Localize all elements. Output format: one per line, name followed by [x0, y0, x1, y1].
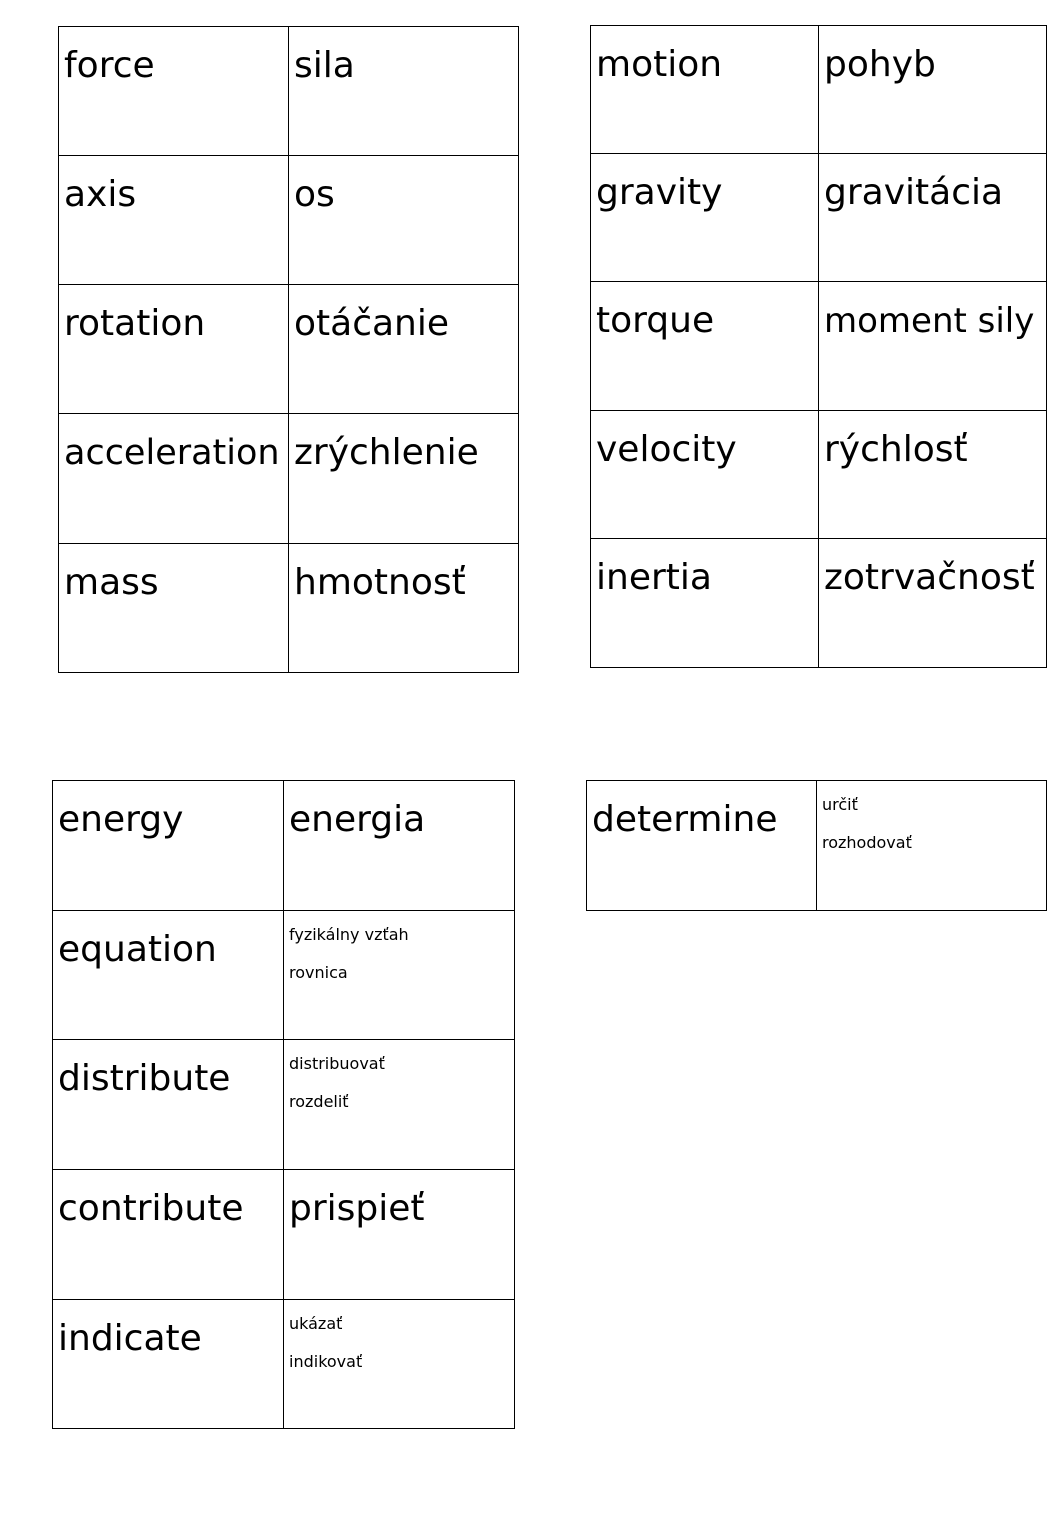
english-term: rotation: [64, 303, 206, 344]
english-term: distribute: [58, 1058, 231, 1099]
term-cell: [59, 156, 289, 285]
term-cell: [53, 1300, 284, 1429]
term-cell: [53, 1170, 284, 1300]
translation-line: fyzikálny vzťah: [289, 925, 409, 944]
table-row: [587, 781, 1047, 911]
slovak-translation: otáčanie: [294, 303, 450, 344]
term-cell: [59, 544, 289, 673]
term-cell: [591, 539, 819, 668]
slovak-translation: hmotnosť: [294, 562, 466, 603]
translation-cell: [819, 411, 1047, 539]
english-term: motion: [596, 44, 723, 85]
english-term: energy: [58, 799, 184, 840]
table-row: [591, 539, 1047, 668]
english-term: equation: [58, 929, 217, 970]
vocab-table-3: [52, 780, 515, 1429]
table-row: [591, 282, 1047, 411]
table-row: [59, 285, 519, 414]
english-term: velocity: [596, 429, 737, 470]
english-term: inertia: [596, 557, 712, 598]
english-term: force: [64, 45, 155, 86]
translation-line: rozhodovať: [822, 833, 912, 852]
table-row: [59, 156, 519, 285]
term-cell: [591, 26, 819, 154]
slovak-translation: zotrvačnosť: [824, 557, 1035, 598]
term-cell: [59, 27, 289, 156]
english-term: axis: [64, 174, 137, 215]
translation-cell: [284, 1300, 515, 1429]
table-row: [53, 911, 515, 1040]
table-row: [53, 1300, 515, 1429]
term-cell: [591, 154, 819, 282]
translation-cell: [284, 911, 515, 1040]
term-cell: [591, 282, 819, 411]
translation-cell: [817, 781, 1047, 911]
term-cell: [53, 1040, 284, 1170]
translation-line: distribuovať: [289, 1054, 385, 1073]
translation-cell: [819, 539, 1047, 668]
translation-cell: [284, 781, 515, 911]
table-row: [53, 1170, 515, 1300]
term-cell: [591, 411, 819, 539]
translation-cell: [284, 1170, 515, 1300]
translation-cell: [819, 26, 1047, 154]
slovak-translation: energia: [289, 799, 426, 840]
english-term: mass: [64, 562, 159, 603]
english-term: torque: [596, 300, 715, 341]
term-cell: [53, 781, 284, 911]
translation-line: rozdeliť: [289, 1092, 349, 1111]
slovak-translation: moment sily: [824, 301, 1035, 341]
english-term: determine: [592, 799, 778, 840]
translation-cell: [289, 414, 519, 544]
table-row: [53, 781, 515, 911]
term-cell: [587, 781, 817, 911]
slovak-translation: [284, 1300, 514, 1381]
slovak-translation: [817, 781, 1046, 862]
table-row: [59, 414, 519, 544]
translation-line: ukázať: [289, 1314, 343, 1333]
table-row: [591, 26, 1047, 154]
translation-line: indikovať: [289, 1352, 363, 1371]
translation-cell: [819, 154, 1047, 282]
english-term: gravity: [596, 172, 723, 213]
translation-cell: [289, 27, 519, 156]
translation-cell: [284, 1040, 515, 1170]
slovak-translation: zrýchlenie: [294, 432, 479, 473]
table-row: [591, 154, 1047, 282]
translation-cell: [289, 285, 519, 414]
term-cell: [53, 911, 284, 1040]
slovak-translation: sila: [294, 45, 355, 86]
english-term: acceleration: [64, 433, 280, 473]
table-row: [53, 1040, 515, 1170]
vocab-table-2: [590, 25, 1047, 668]
slovak-translation: os: [294, 174, 335, 215]
slovak-translation: gravitácia: [824, 172, 1004, 213]
slovak-translation: [284, 1040, 514, 1121]
vocab-table-1: [58, 26, 519, 673]
table-row: [591, 411, 1047, 539]
slovak-translation: rýchlosť: [824, 429, 968, 470]
translation-line: rovnica: [289, 963, 348, 982]
translation-line: určiť: [822, 795, 858, 814]
english-term: contribute: [58, 1188, 244, 1229]
slovak-translation: prispieť: [289, 1188, 425, 1229]
slovak-translation: pohyb: [824, 44, 936, 85]
table-row: [59, 27, 519, 156]
translation-cell: [289, 544, 519, 673]
english-term: indicate: [58, 1318, 202, 1359]
table-row: [59, 544, 519, 673]
term-cell: [59, 414, 289, 544]
translation-cell: [289, 156, 519, 285]
translation-cell: [819, 282, 1047, 411]
slovak-translation: [284, 911, 514, 992]
vocab-table-4: [586, 780, 1047, 911]
term-cell: [59, 285, 289, 414]
